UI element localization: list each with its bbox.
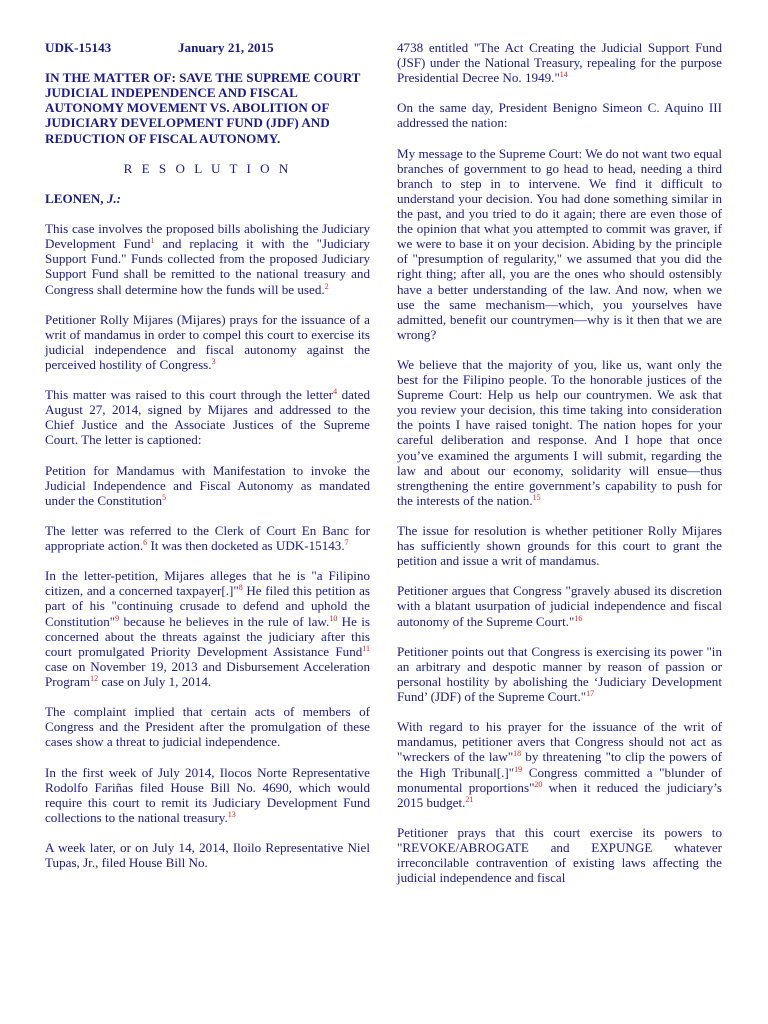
text-run: We believe that the majority of you, like us, want only the best for the Filipino people. To the honorable justices of the Supreme Court: Help us help our countrymen. We ask that you review your decision, this time taking into consideration the points I have raised tonight. The nation hopes for your careful deliberation and response. And I hope that once you’ve examined the arguments I will submit, regarding the law and about our economy, solidarity will ensue—thus strengthening the entire government’s capability to push for the interests of the nation. [397,356,722,508]
text-run: Petitioner prays that this court exercise its powers to "REVOKE/ABROGATE and EXPUNGE whatever irreconcilable contravention of existing laws affecting the judicial independence and fiscal [397,824,722,886]
text-run: On the same day, President Benigno Simeon C. Aquino III addressed the nation: [397,100,722,131]
text-run: He is concerned about the threats against the judiciary after this court promulgated Priority Development Assistance Fund [45,613,370,659]
case-number: UDK-15143 [45,40,112,55]
paragraph [45,840,370,870]
text-run: The complaint implied that certain acts of members of Congress and the President after the promulgation of these cases show a threat to judicial independence. [45,704,370,750]
footnote-ref[interactable]: 21 [465,794,474,804]
footnote-ref[interactable]: 10 [329,613,338,623]
footnote-ref[interactable]: 20 [534,779,543,789]
footnote-ref[interactable]: 11 [362,643,370,653]
case-header [45,40,370,55]
text-run: In the letter-petition, Mijares alleges that he is "a Filipino citizen, and a concerned taxpayer[.]" [45,568,370,599]
resolution-heading: R E S O L U T I O N [123,160,292,176]
footnote-ref[interactable]: 15 [532,492,541,502]
footnote-ref[interactable]: 13 [227,809,236,819]
footnote-ref[interactable]: 7 [344,538,349,548]
footnote-ref[interactable]: 8 [238,583,243,593]
text-run: Petitioner points out that Congress is exercising its power "in an arbitrary and despotic manner by reason of passion or personal hostility by abolishing the ‘Judiciary Development Fund’ (JDF) of the Supreme Court." [397,643,722,705]
paragraph [45,765,370,825]
footnote-ref[interactable]: 14 [559,70,568,80]
footnote-ref[interactable]: 19 [514,764,523,774]
text-run: by threatening "to clip the powers of the High Tribunal[.]" [397,749,722,780]
text-run: This case involves the proposed bills abolishing the Judiciary Development Fund [45,221,370,252]
quoted-speech [397,357,722,508]
paragraph [397,100,722,130]
paragraph [45,704,370,749]
paragraph [397,644,722,704]
text-run: dated August 27, 2014, signed by Mijares and addressed to the Chief Justice and the Associate Justices of the Supreme Court. The letter is captioned: [45,387,370,448]
case-date: January 21, 2015 [178,40,274,55]
paragraph [397,523,722,568]
text-run: case on November 19, 2013 and Disbursement Acceleration Program [45,658,370,689]
case-title: IN THE MATTER OF: SAVE THE SUPREME COURT JUDICIAL INDEPENDENCE AND FISCAL AUTONOMY MOVEMENT VS. ABOLITION OF JUDICIARY DEVELOPMENT FUND (JDF) AND REDUCTION OF FISCAL AUTONOMY. [45,70,361,146]
right-column [397,40,722,885]
paragraph [397,40,722,85]
text-run: He filed this petition as part of his "continuing crusade to defend and uphold the Constitution" [45,583,371,629]
text-run: Petitioner argues that Congress "gravely abused its discretion with a blatant usurpation of judicial independence and fiscal autonomy of the Supreme Court." [397,583,722,629]
footnote-ref[interactable]: 2 [324,281,329,291]
ponente [45,191,370,206]
footnote-ref[interactable]: 4 [333,387,338,397]
paragraph [45,221,370,296]
text-run: The letter was referred to the Clerk of Court En Banc for appropriate action. [45,523,370,554]
ponente-name: LEONEN, [45,190,104,206]
text-run: because he believes in the rule of law. [119,613,330,629]
text-run: In the first week of July 2014, Ilocos Norte Representative Rodolfo Fariñas filed House Bill No. 4690, which would require this court to remit its Judiciary Development Fund collections to the national treasury. [45,764,370,825]
text-run: Congress committed a "blunder of monumental proportions" [397,764,722,795]
text-run: This matter was raised to this court through the letter [45,387,334,403]
footnote-ref[interactable]: 6 [143,538,148,548]
text-run: The issue for resolution is whether petitioner Rolly Mijares has sufficiently shown grounds for this court to grant the petition and issue a writ of mandamus. [397,523,722,569]
footnote-ref[interactable]: 9 [115,613,120,623]
paragraph [45,312,370,372]
left-column [45,40,370,870]
paragraph [397,719,722,810]
text-run: It was then docketed as UDK-15143. [147,538,345,554]
paragraph [45,387,370,447]
text-run: Petitioner Rolly Mijares (Mijares) prays for the issuance of a writ of mandamus in order to compel this court to exercise its judicial independence and fiscal autonomy against the perceived hostility of Congress. [45,311,370,372]
paragraph [397,825,722,885]
footnote-ref[interactable]: 12 [90,673,99,683]
text-run: and replacing it with the "Judiciary Support Fund." Funds collected from the proposed Judiciary Support Fund shall be remitted to the national treasury and Congress shall determine how the funds will be used. [45,236,370,297]
text-run: case on July 1, 2014. [98,673,212,689]
ponente-suffix: J.: [106,190,122,206]
text-run: 4738 entitled "The Act Creating the Judicial Support Fund (JSF) under the National Treasury, repealing for the purpose Presidential Decree No. 1949." [397,40,722,86]
text-run: A week later, or on July 14, 2014, Iloilo Representative Niel Tupas, Jr., filed House Bill No. [45,839,370,871]
footnote-ref[interactable]: 16 [574,613,583,623]
quoted-caption [45,463,370,508]
text-run: My message to the Supreme Court: We do not want two equal branches of government to go head to head, needing a third branch to step in to intervene. We find it difficult to understand your decision. You had done something similar in the past, and you tried to do it again; there are even those of the opinion that what you attempted to commit was graver, if we were to base it on your decision. Abiding by the principle of "presumption of regularity," we assumed that you did the right thing; after all, you are the ones who should ostensibly have a better understanding of the law. And now, when we use the same mechanism—which, you yourselves have admitted, benefit our countrymen—why is it then that we are wrong? [397,145,722,342]
text-run: Petition for Mandamus with Manifestation to invoke the Judicial Independence and Fiscal Autonomy as mandated under the Constitution [45,462,370,508]
footnote-ref[interactable]: 1 [150,236,155,246]
text-run: when it reduced the judiciary’s 2015 budget. [397,779,722,810]
footnote-ref[interactable]: 5 [162,492,167,502]
paragraph [45,523,370,553]
quoted-speech [397,146,722,342]
paragraph [397,583,722,628]
footnote-ref[interactable]: 17 [586,689,595,699]
paragraph [45,568,370,689]
footnote-ref[interactable]: 18 [513,749,522,759]
text-run: With regard to his prayer for the issuance of the writ of mandamus, petitioner avers that Congress should not act as "wreckers of the law" [397,719,722,765]
footnote-ref[interactable]: 3 [211,356,216,366]
